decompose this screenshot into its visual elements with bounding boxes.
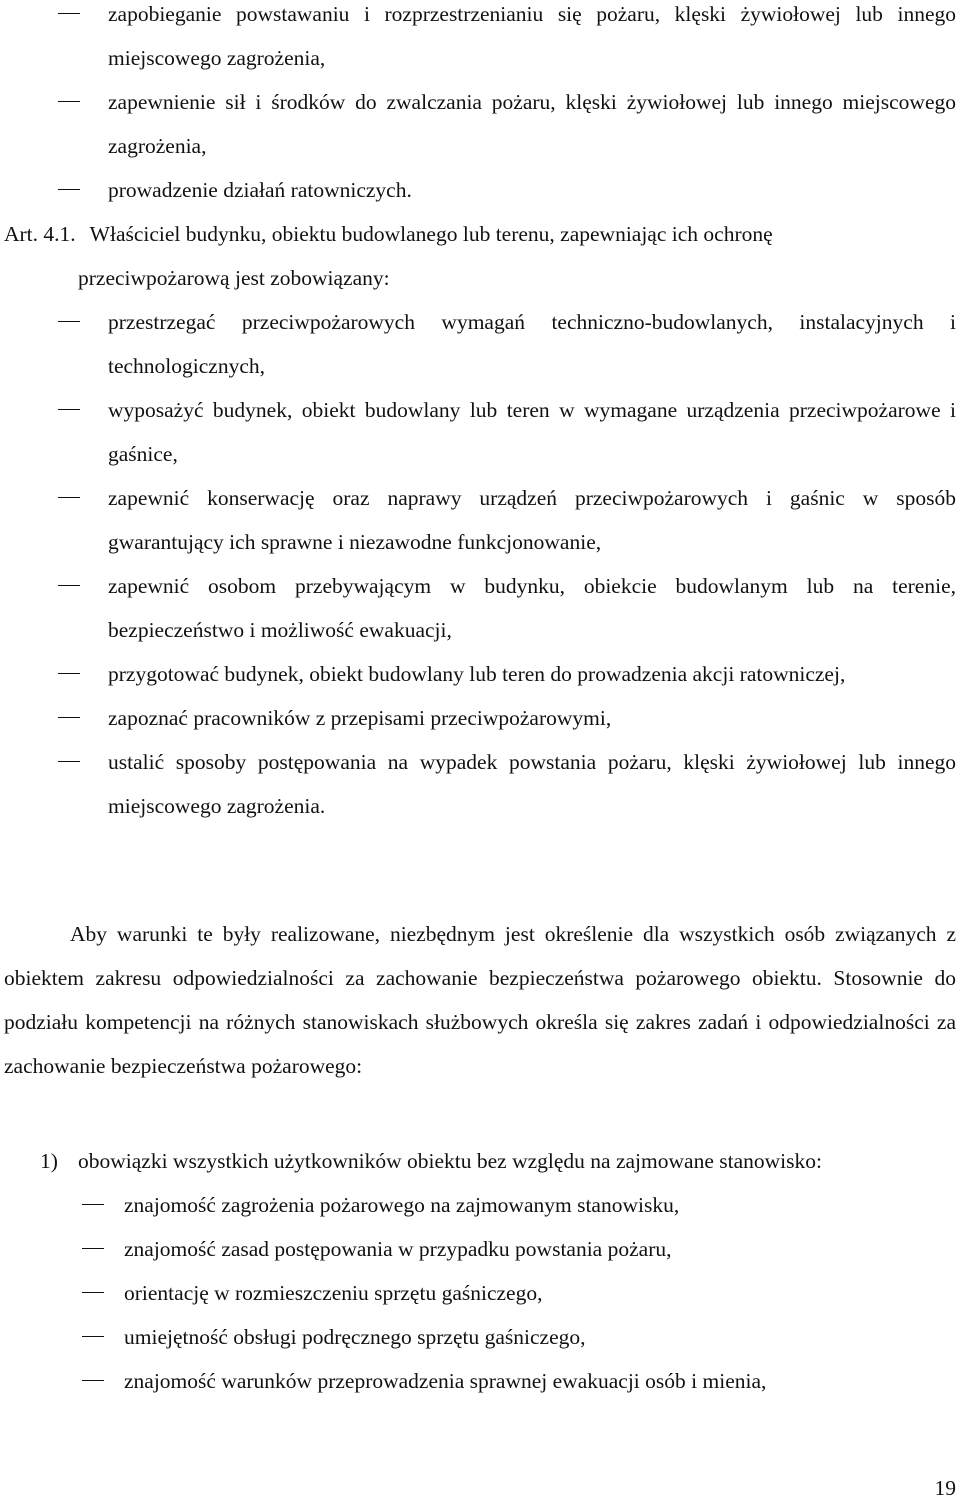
- list-item-text: znajomość zagrożenia pożarowego na zajmowanym stanowisku,: [124, 1193, 680, 1217]
- list-item: [0, 0, 960, 80]
- list-item: [0, 168, 960, 212]
- list-item-text: orientację w rozmieszczeniu sprzętu gaśniczego,: [124, 1281, 543, 1305]
- list-item: [0, 1315, 960, 1359]
- article-first-line: [0, 212, 956, 256]
- list-item: [0, 652, 960, 696]
- list-item: [0, 388, 960, 476]
- numbered-item: [0, 1139, 960, 1183]
- article: [0, 212, 960, 300]
- list-item-text: znajomość warunków przeprowadzenia sprawnej ewakuacji osób i mienia,: [124, 1369, 767, 1393]
- dash-icon: [58, 189, 80, 190]
- dash-icon: [82, 1292, 104, 1293]
- list-item: [0, 300, 960, 388]
- dash-icon: [82, 1248, 104, 1249]
- list-item-text: zapewnić konserwację oraz naprawy urządzeń przeciwpożarowych i gaśnic w sposób gwarantujący ich sprawne i niezawodne funkcjonowanie,: [108, 486, 956, 554]
- list-item-text: zapewnienie sił i środków do zwalczania pożaru, klęski żywiołowej lub innego miejscowego zagrożenia,: [108, 90, 956, 158]
- list-item: [0, 80, 960, 168]
- article-text: Właściciel budynku, obiektu budowlanego lub terenu, zapewniając ich ochronę: [89, 222, 773, 246]
- list-item: [0, 564, 960, 652]
- list-item: [0, 696, 960, 740]
- dash-icon: [58, 673, 80, 674]
- body-paragraph: Aby warunki te były realizowane, niezbędnym jest określenie dla wszystkich osób związanych z obiektem zakresu odpowiedzialności za zachowanie bezpieczeństwa pożarowego obiektu. Stosownie do podziału kompetencji na różnych stanowiskach służbowych określa się zakres zadań i odpowiedzialności za zachowanie bezpieczeństwa pożarowego:: [4, 922, 956, 1078]
- obligations-list: [0, 1183, 960, 1403]
- list-item: [0, 1359, 960, 1403]
- list-item-text: wyposażyć budynek, obiekt budowlany lub teren w wymagane urządzenia przeciwpożarowe i gaśnice,: [108, 398, 956, 466]
- article-continuation: przeciwpożarową jest zobowiązany:: [78, 266, 390, 290]
- dash-icon: [58, 409, 80, 410]
- list-item-text: przestrzegać przeciwpożarowych wymagań techniczno-budowlanych, instalacyjnych i technologicznych,: [108, 310, 956, 378]
- dash-icon: [82, 1336, 104, 1337]
- section-obligations: [0, 1139, 960, 1403]
- list-item-text: zapewnić osobom przebywającym w budynku, obiekcie budowlanym lub na terenie, bezpieczeństwo i możliwość ewakuacji,: [108, 574, 956, 642]
- list-item-text: umiejętność obsługi podręcznego sprzętu gaśniczego,: [124, 1325, 586, 1349]
- numbered-item-text: obowiązki wszystkich użytkowników obiektu bez względu na zajmowane stanowisko:: [78, 1149, 822, 1173]
- dash-icon: [58, 585, 80, 586]
- dash-icon: [82, 1204, 104, 1205]
- page-number: 19: [934, 1476, 956, 1500]
- list-item: [0, 1271, 960, 1315]
- dash-icon: [58, 321, 80, 322]
- dash-icon: [58, 497, 80, 498]
- list-item-text: ustalić sposoby postępowania na wypadek powstania pożaru, klęski żywiołowej lub innego miejscowego zagrożenia.: [108, 750, 956, 818]
- dash-icon: [58, 101, 80, 102]
- duties-list: [0, 300, 960, 828]
- list-item-text: przygotować budynek, obiekt budowlany lub teren do prowadzenia akcji ratowniczej,: [108, 662, 846, 686]
- section-paragraph: [0, 912, 960, 1088]
- list-item: [0, 476, 960, 564]
- list-item: [0, 1227, 960, 1271]
- dash-icon: [58, 761, 80, 762]
- list-item-text: zapoznać pracowników z przepisami przeciwpożarowymi,: [108, 706, 612, 730]
- dash-icon: [58, 13, 80, 14]
- dash-icon: [58, 717, 80, 718]
- list-item-text: prowadzenie działań ratowniczych.: [108, 178, 412, 202]
- item-number: 1): [40, 1149, 58, 1173]
- list-item-text: zapobieganie powstawaniu i rozprzestrzenianiu się pożaru, klęski żywiołowej lub innego miejscowego zagrożenia,: [108, 2, 956, 70]
- top-list: [0, 0, 960, 212]
- list-item-text: znajomość zasad postępowania w przypadku powstania pożaru,: [124, 1237, 672, 1261]
- dash-icon: [82, 1380, 104, 1381]
- article-label: Art. 4.1.: [4, 222, 76, 246]
- list-item: [0, 740, 960, 828]
- list-item: [0, 1183, 960, 1227]
